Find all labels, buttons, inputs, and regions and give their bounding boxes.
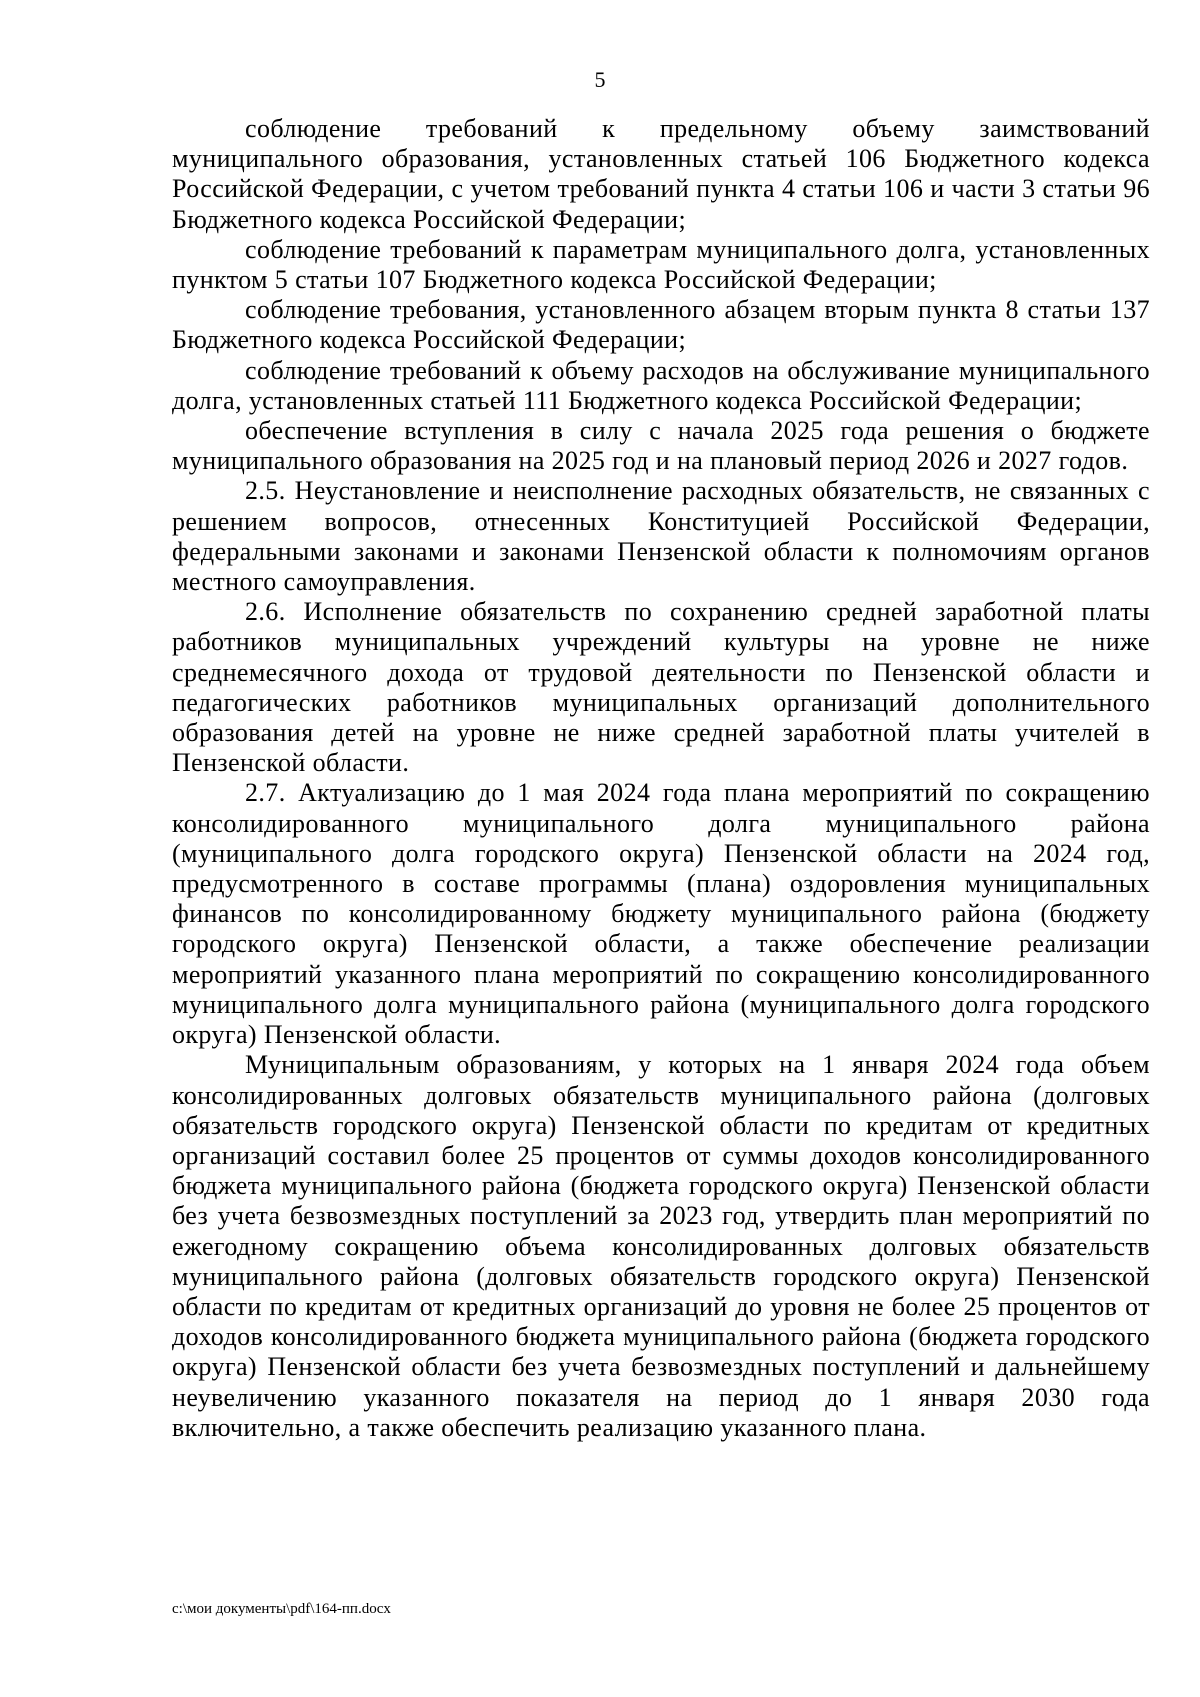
paragraph-2-6: 2.6. Исполнение обязательств по сохранению средней заработной платы работников муниципальных учреждений культуры на уровне не ниже среднемесячного дохода от трудовой деятельности по Пензенской области и педагогических работников муниципальных организаций дополнительного образования детей на уровне не ниже средней заработной платы учителей в Пензенской области.	[172, 597, 1150, 778]
paragraph-budget-2025: обеспечение вступления в силу с начала 2025 года решения о бюджете муниципального образования на 2025 год и на плановый период 2026 и 2027 годов.	[172, 416, 1150, 476]
page-number: 5	[594, 67, 606, 92]
footer-file-path: c:\мои документы\pdf\164-пп.docx	[172, 1601, 391, 1617]
paragraph-borrowing-limit: соблюдение требований к предельному объему заимствований муниципального образования, установленных статьей 106 Бюджетного кодекса Российской Федерации, с учетом требований пункта 4 статьи 106 и части 3 статьи 96 Бюджетного кодекса Российской Федерации;	[172, 114, 1150, 234]
paragraph-municipal-obligations: Муниципальным образованиям, у которых на 1 января 2024 года объем консолидированных долговых обязательств муниципального района (долговых обязательств городского округа) Пензенской области по кредитам от кредитных организаций составил более 25 процентов от суммы доходов консолидированного бюджета муниципального района (бюджета городского округа) Пензенской области без учета безвозмездных поступлений за 2023 год, утвердить план мероприятий по ежегодному сокращению объема консолидированных долговых обязательств муниципального района (долговых обязательств городского округа) Пензенской области по кредитам от кредитных организаций до уровня не более 25 процентов от доходов консолидированного бюджета муниципального района (бюджета городского округа) Пензенской области без учета безвозмездных поступлений и дальнейшему неувеличению указанного показателя на период до 1 января 2030 года включительно, а также обеспечить реализацию указанного плана.	[172, 1050, 1150, 1442]
paragraph-debt-parameters: соблюдение требований к параметрам муниципального долга, установленных пунктом 5 статьи 107 Бюджетного кодекса Российской Федерации;	[172, 234, 1150, 295]
document-body	[172, 114, 1150, 1443]
paragraph-2-5: 2.5. Неустановление и неисполнение расходных обязательств, не связанных с решением вопросов, отнесенных Конституцией Российской Федерации, федеральными законами и законами Пензенской области к полномочиям органов местного самоуправления.	[172, 476, 1150, 597]
paragraph-2-7: 2.7. Актуализацию до 1 мая 2024 года плана мероприятий по сокращению консолидированного муниципального долга муниципального района (муниципального долга городского округа) Пензенской области на 2024 год, предусмотренного в составе программы (плана) оздоровления муниципальных финансов по консолидированному бюджету муниципального района (бюджету городского округа) Пензенской области, а также обеспечение реализации мероприятий указанного плана мероприятий по сокращению консолидированного муниципального долга муниципального района (муниципального долга городского округа) Пензенской области.	[172, 778, 1150, 1050]
paragraph-debt-service: соблюдение требований к объему расходов на обслуживание муниципального долга, установленных статьей 111 Бюджетного кодекса Российской Федерации;	[172, 355, 1150, 415]
paragraph-article-137: соблюдение требования, установленного абзацем вторым пункта 8 статьи 137 Бюджетного кодекса Российской Федерации;	[172, 295, 1150, 355]
